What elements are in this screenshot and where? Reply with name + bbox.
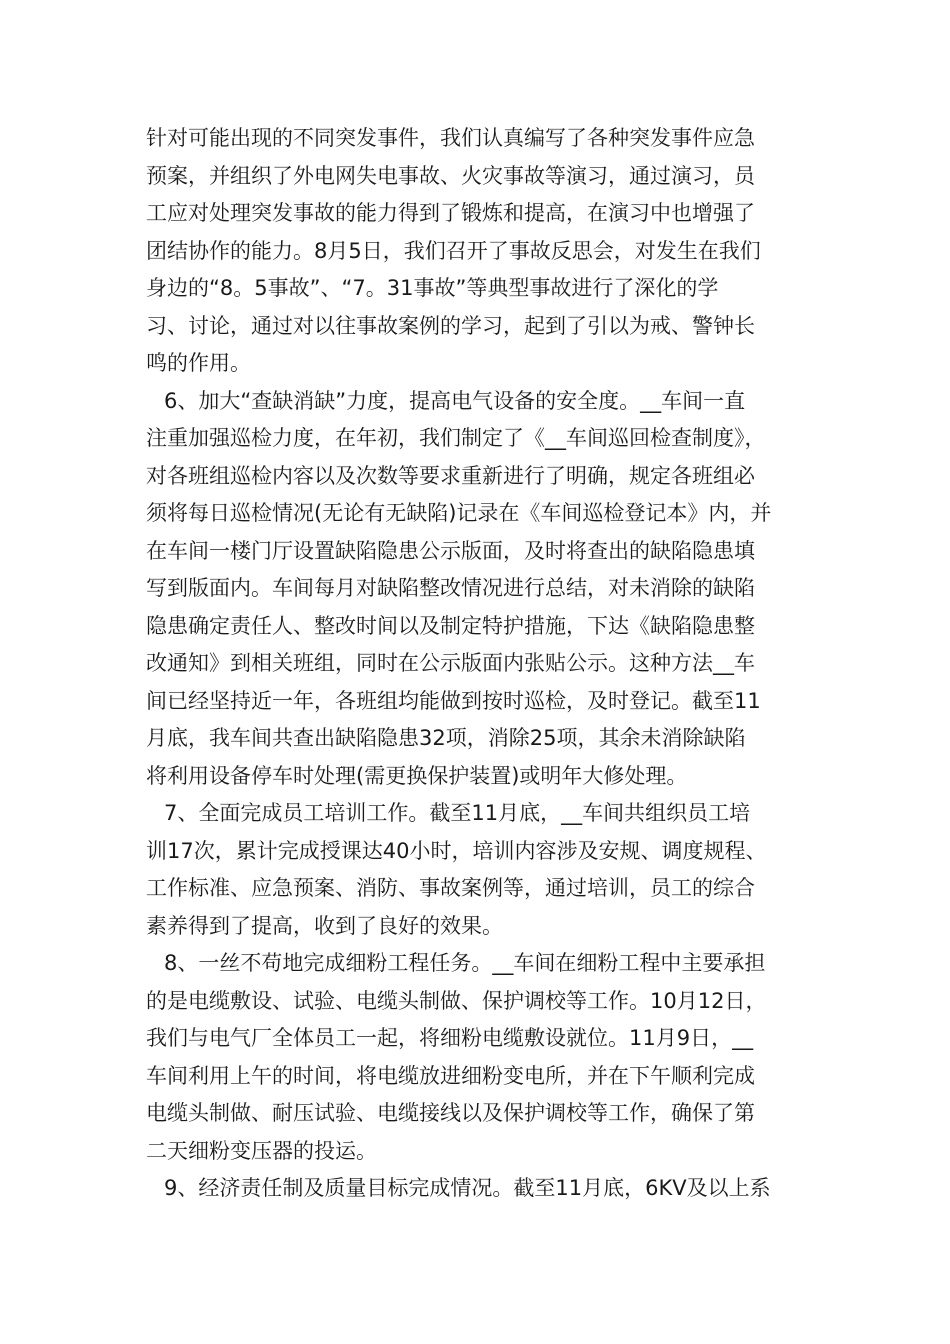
text-line: 对各班组巡检内容以及次数等要求重新进行了明确，规定各班组必 (146, 463, 755, 488)
text-line: 注重加强巡检力度，在年初，我们制定了《__车间巡回检查制度》， (146, 426, 766, 450)
text-line: 电缆头制做、耐压试验、电缆接线以及保护调校等工作，确保了第 (146, 1101, 755, 1125)
text-line: 隐患确定责任人、整改时间以及制定特护措施，下达《缺陷隐患整 (146, 613, 755, 638)
text-line: 习、讨论，通过对以往事故案例的学习，起到了引以为戒、警钟长 (146, 313, 755, 338)
text-line: 鸣的作用。 (146, 351, 251, 375)
text-line: 间已经坚持近一年，各班组均能做到按时巡检，及时登记。截至11 (146, 688, 761, 713)
text-line: 9、经济责任制及质量目标完成情况。截至11月底，6KV及以上系 (164, 1176, 771, 1200)
document-body (146, 120, 826, 1208)
text-line: 车间利用上午的时间，将电缆放进细粉变电所，并在下午顺利完成 (146, 1063, 755, 1088)
text-line: 团结协作的能力。8月5日，我们召开了事故反思会，对发生在我们 (146, 238, 761, 263)
text-line: 的是电缆敷设、试验、电缆头制做、保护调校等工作。10月12日， (146, 988, 767, 1013)
text-line: 工应对处理突发事故的能力得到了锻炼和提高，在演习中也增强了 (146, 201, 755, 225)
text-line: 二天细粉变压器的投运。 (146, 1138, 377, 1163)
text-line: 素养得到了提高，收到了良好的效果。 (146, 913, 503, 938)
text-line: 6、加大“查缺消缺”力度，提高电气设备的安全度。__车间一直 (164, 388, 746, 413)
text-line: 针对可能出现的不同突发事件，我们认真编写了各种突发事件应急 (146, 126, 755, 150)
text-line: 将利用设备停车时处理(需更换保护装置)或明年大修处理。 (146, 763, 688, 788)
text-line: 预案，并组织了外电网失电事故、火灾事故等演习，通过演习，员 (146, 163, 755, 188)
text-line: 月底，我车间共查出缺陷隐患32项，消除25项，其余未消除缺陷 (146, 726, 746, 750)
text-line: 改通知》到相关班组，同时在公示版面内张贴公示。这种方法__车 (146, 651, 755, 675)
text-line: 训17次，累计完成授课达40小时，培训内容涉及安规、调度规程、 (146, 838, 767, 863)
text-line: 工作标准、应急预案、消防、事故案例等，通过培训，员工的综合 (146, 876, 755, 900)
text-line: 写到版面内。车间每月对缺陷整改情况进行总结，对未消除的缺陷 (146, 576, 755, 600)
text-line: 在车间一楼门厅设置缺陷隐患公示版面，及时将查出的缺陷隐患填 (146, 538, 755, 563)
text-line: 7、全面完成员工培训工作。截至11月底，__车间共组织员工培 (164, 801, 751, 825)
text-line: 8、一丝不苟地完成细粉工程任务。__车间在细粉工程中主要承担 (164, 951, 766, 975)
text-line: 我们与电气厂全体员工一起，将细粉电缆敷设就位。11月9日，__ (146, 1026, 754, 1050)
text-line: 身边的“8。5事故”、“7。31事故”等典型事故进行了深化的学 (146, 276, 719, 300)
text-line: 须将每日巡检情况(无论有无缺陷)记录在《车间巡检登记本》内，并 (146, 501, 772, 525)
